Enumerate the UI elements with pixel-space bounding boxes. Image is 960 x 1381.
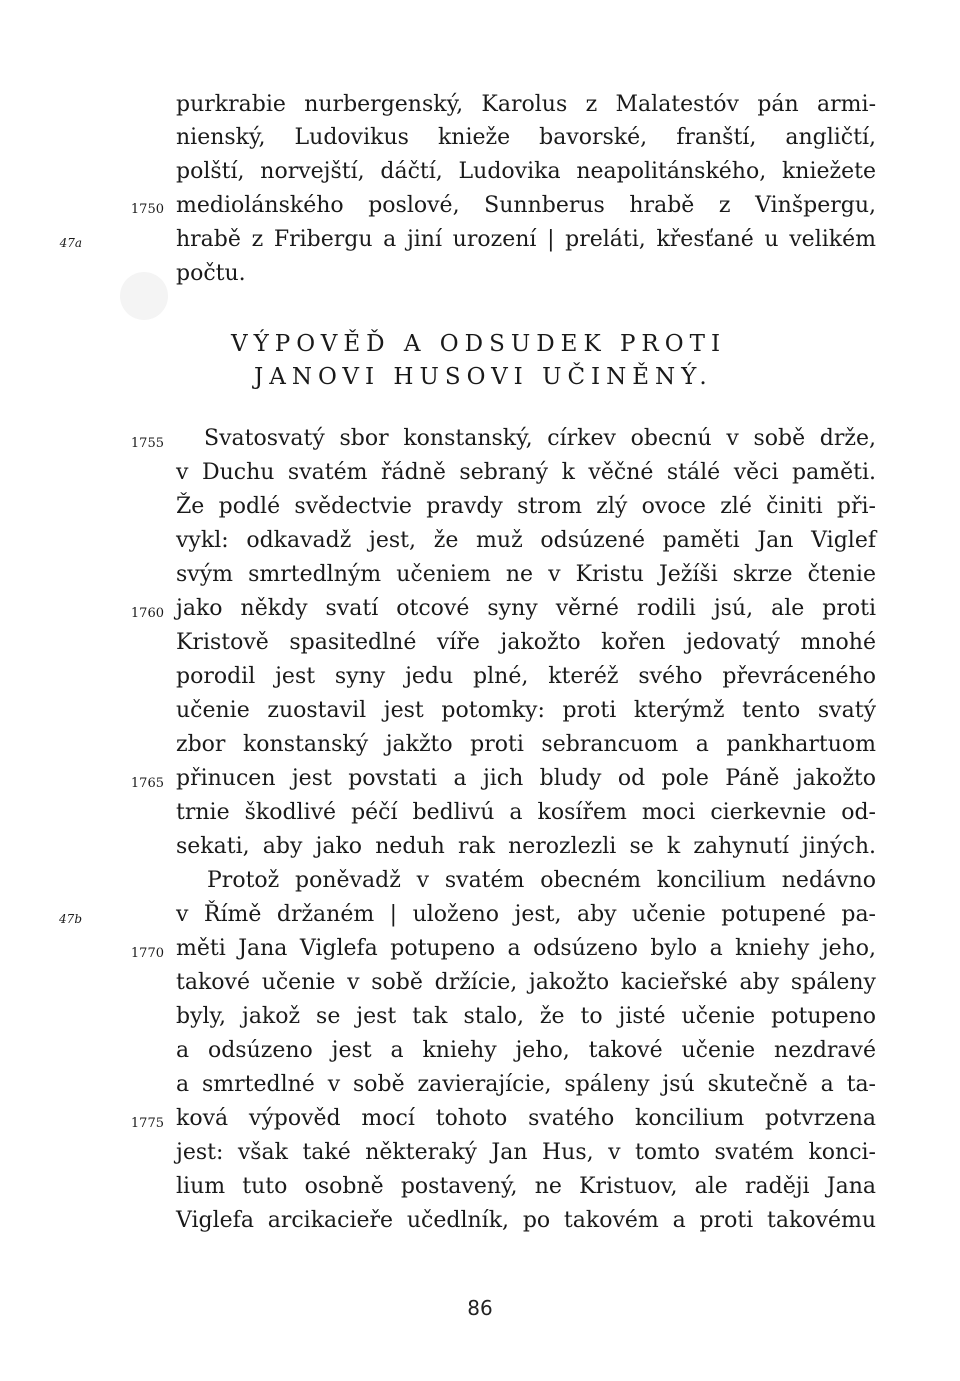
text-line: Protož poněvadž v svatém obecném koncilium nedávno	[207, 868, 876, 893]
line-number: 1770	[130, 946, 164, 961]
line-number: 1765	[130, 776, 164, 791]
page-number: 86	[467, 1296, 493, 1320]
text-line: Viglefa arcikacieře učedlník, po takovém a proti takovému	[176, 1208, 876, 1233]
text-line: byly, jakož se jest tak stalo, že to jisté učenie potupeno	[176, 1004, 876, 1029]
line-number: 1760	[130, 606, 164, 621]
text-line: nienský, Ludovikus knieže bavorské, franští, angličtí,	[176, 125, 876, 150]
text-line: hrabě z Fribergu a jiní urození | preláti, křesťané u velikém	[176, 227, 876, 252]
text-line: v Římě držaném | uloženo jest, aby učenie potupené pa-	[176, 902, 876, 927]
line-number: 1750	[130, 202, 164, 217]
text-line: počtu.	[176, 261, 246, 286]
text-line: Že podlé svědectvie pravdy strom zlý ovoce zlé činiti při-	[176, 494, 876, 519]
text-line: učenie zuostavil jest potomky: proti kterýmž tento svatý	[176, 698, 876, 723]
text-line: jako někdy svatí otcové syny věrné rodili jsú, ale proti	[176, 596, 876, 621]
line-number: 1775	[130, 1116, 164, 1131]
text-line: jest: však také některaký Jan Hus, v tomto svatém konci-	[176, 1140, 876, 1165]
line-number: 1755	[130, 436, 164, 451]
text-line: měti Jana Viglefa potupeno a odsúzeno bylo a kniehy jeho,	[176, 936, 876, 961]
text-line: vykl: odkavadž jest, že muž odsúzené paměti Jan Viglef	[176, 528, 876, 553]
text-line: svým smrtedlným učeniem ne v Kristu Ježíši skrze čtenie	[176, 562, 876, 587]
text-line: a smrtedlné v sobě zavierajície, spáleny jsú skutečně a ta-	[176, 1072, 876, 1097]
text-line: polští, norvejští, dáčtí, Ludovika neapolitánského, kniežete	[176, 159, 876, 184]
text-line: Svatosvatý sbor konstanský, církev obecnú v sobě drže,	[204, 426, 876, 451]
text-line: takové učenie v sobě držície, jakožto kacieřské aby spáleny	[176, 970, 876, 995]
section-heading-line-1: VÝPOVĚĎ A ODSUDEK PROTI	[231, 331, 727, 357]
folio-mark: 47a	[59, 236, 82, 250]
text-line: přinucen jest povstati a jich bludy od pole Páně jakožto	[176, 766, 876, 791]
text-line: a odsúzeno jest a kniehy jeho, takové učenie nezdravé	[176, 1038, 876, 1063]
text-line: purkrabie nurbergenský, Karolus z Malatestóv pán armi-	[176, 92, 876, 117]
folio-mark: 47b	[59, 912, 82, 926]
text-line: Kristově spasitedlné víře jakožto kořen jedovatý mnohé	[176, 630, 876, 655]
text-line: trnie škodlivé péčí bedlivú a kosířem moci cierkevnie od-	[176, 800, 876, 825]
text-line: lium tuto osobně postavený, ne Kristuov, ale raději Jana	[176, 1174, 876, 1199]
text-line: zbor konstanský jakžto proti sebrancuom a pankhartuom	[176, 732, 876, 757]
text-line: mediolánského poslové, Sunnberus hrabě z Vinšpergu,	[176, 193, 876, 218]
text-line: v Duchu svatém řádně sebraný k věčné stálé věci paměti.	[176, 460, 876, 485]
section-heading-line-2: JANOVI HUSOVI UČINĚNÝ.	[254, 364, 713, 390]
text-line: porodil jest syny jedu plné, kteréž svého převráceného	[176, 664, 876, 689]
paper-smudge	[120, 272, 168, 320]
text-line: sekati, aby jako neduh rak nerozlezli se k zahynutí jiných.	[176, 834, 876, 859]
text-line: ková výpověd mocí tohoto svatého koncilium potvrzena	[176, 1106, 876, 1131]
